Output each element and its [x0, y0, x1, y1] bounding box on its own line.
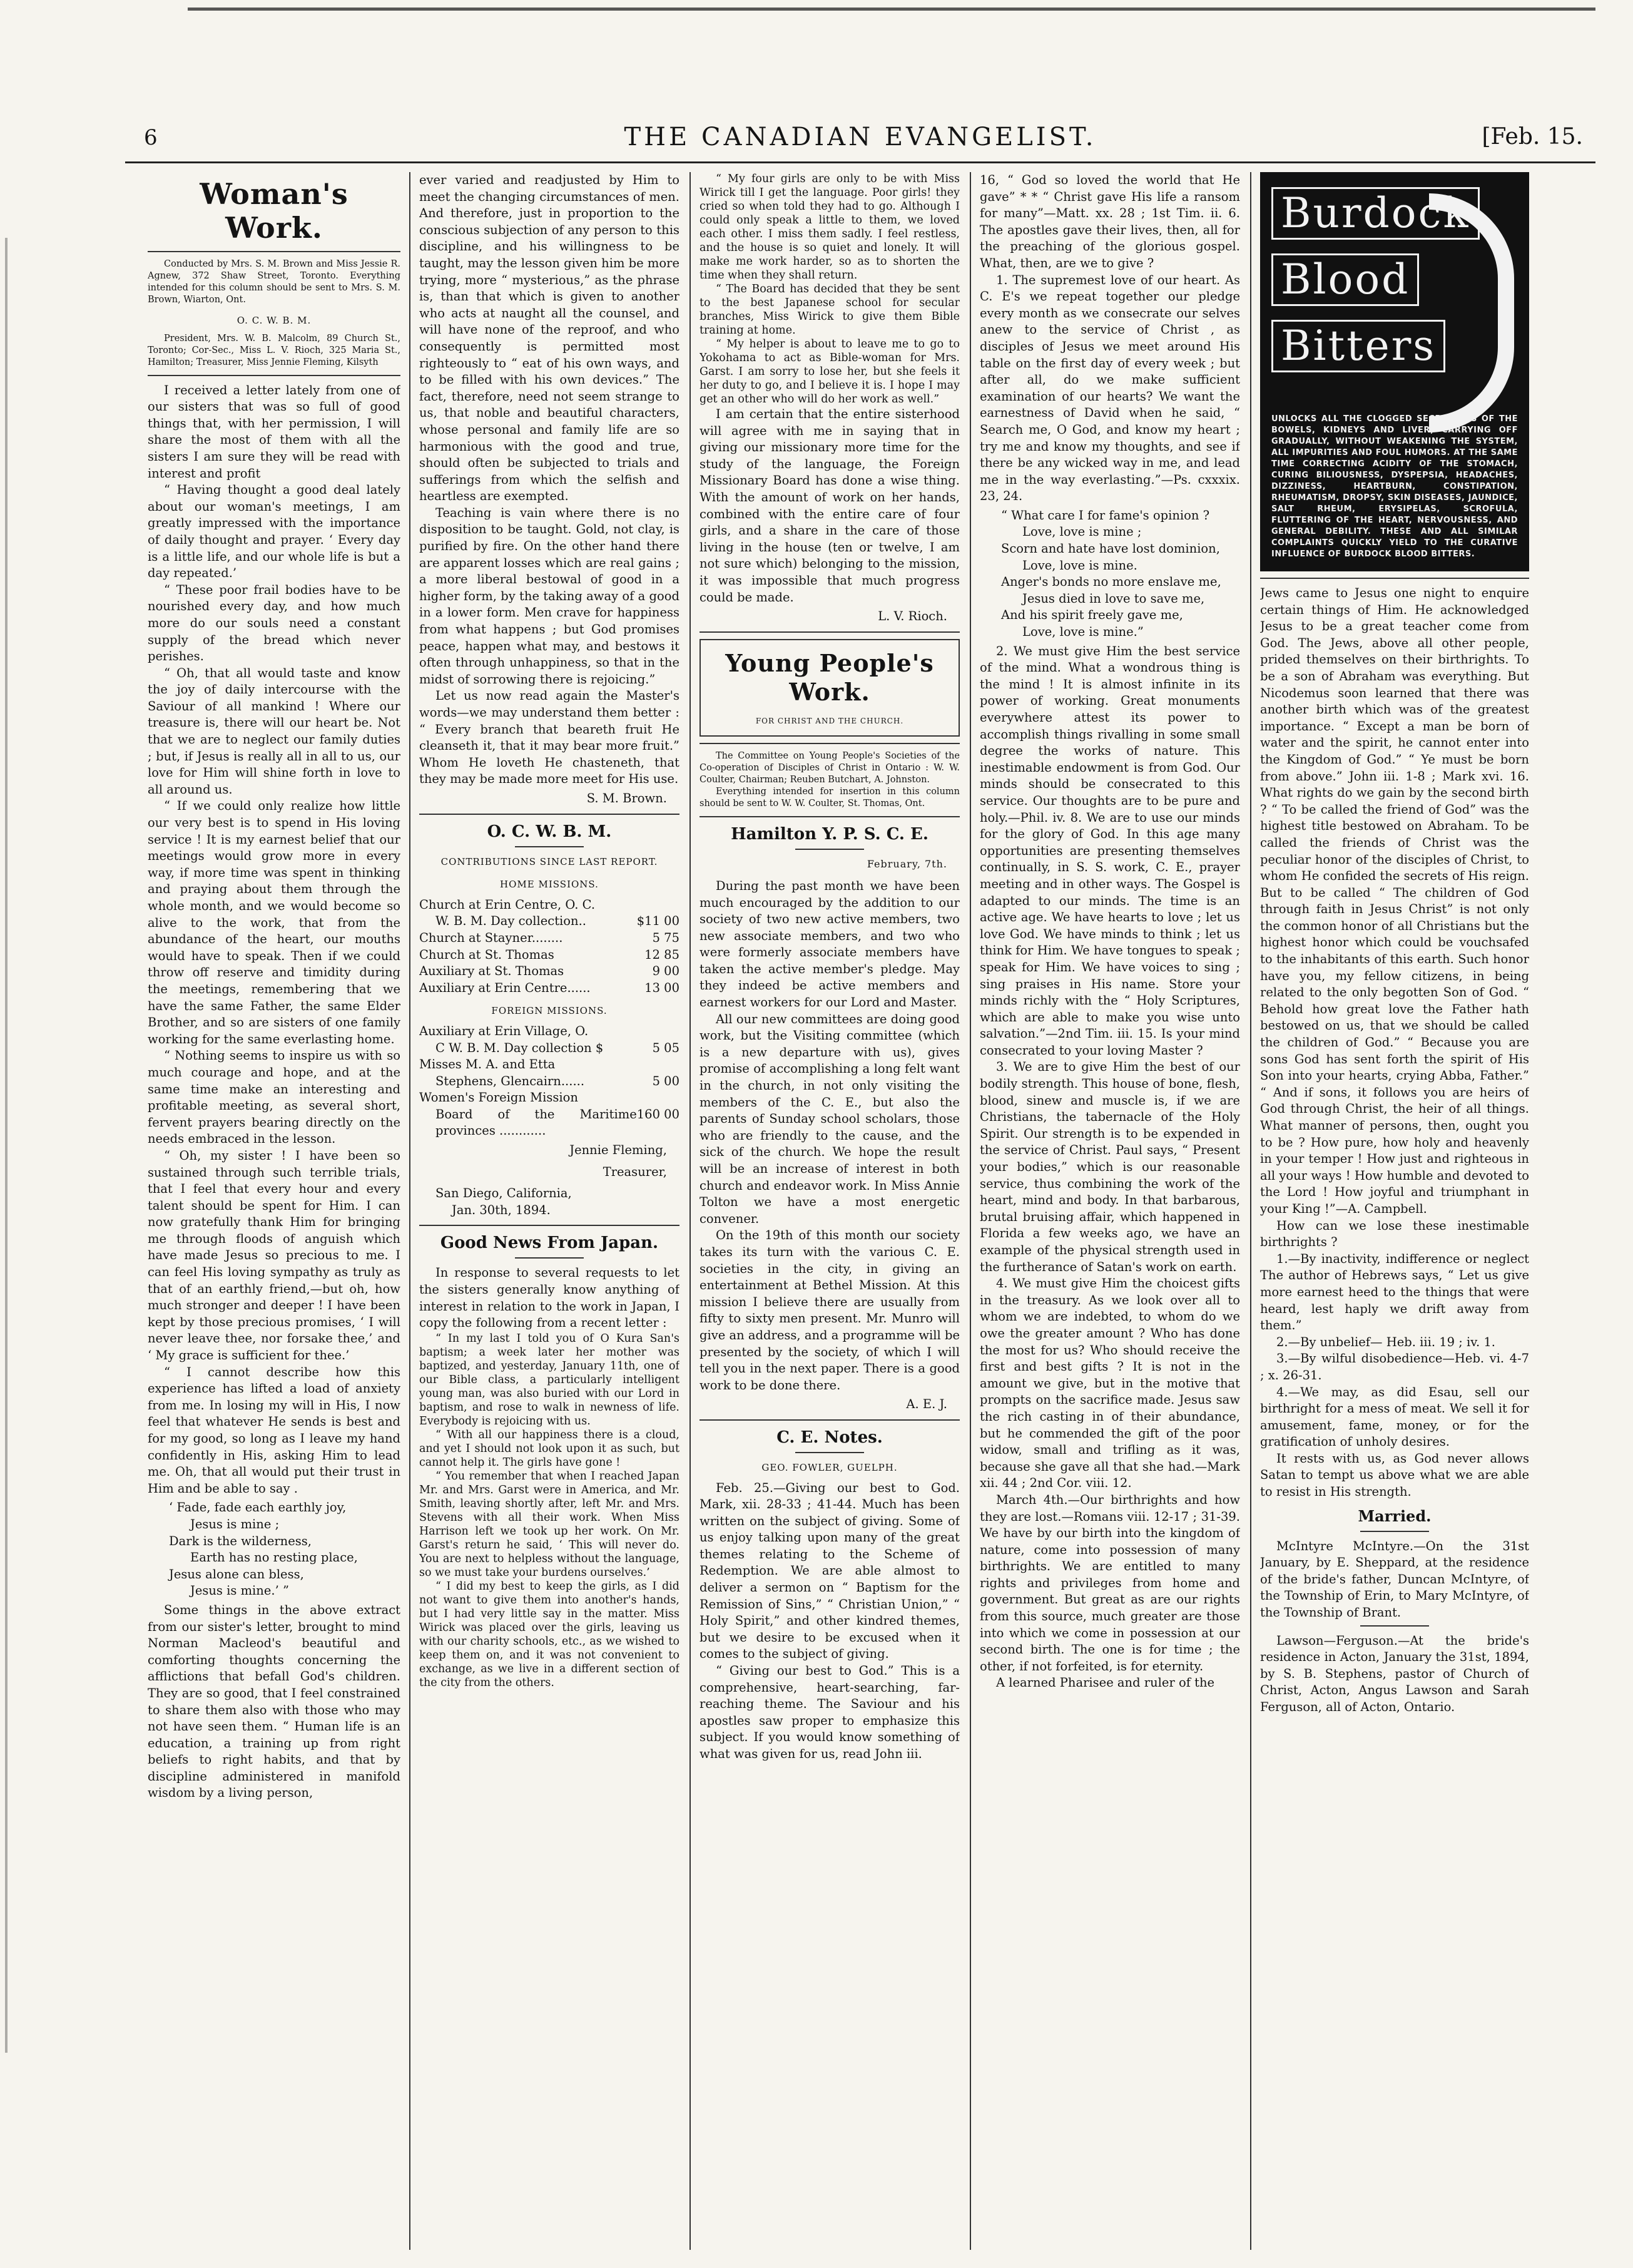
signature: S. M. Brown. — [586, 790, 667, 805]
big-letter-b-shape — [1429, 193, 1514, 432]
paragraph: ever varied and readjusted by Him to meet the changing circumstances of men. And therefore, just in proportion to the conscious subjection of any person to this discipline, and his willingness to be taught, may the lesson given him be more trying, more “ mysterious,” as the phrase is, than that which is given to another who acts at naught all the counsel, and will have none of the reproof, and who consequently is permitted most righteously to “ eat of his own ways, and to be filled with his own devices.” The fact, therefore, need not seem strange to us, that noble and beautiful characters, whose personal and family life are so harmonious with the good and true, should often be subjected to trials and sufferings from which the selfish and heartless are exempted. — [419, 173, 679, 504]
paragraph: “ Oh, that all would taste and know the joy of daily intercourse with the Saviour of all mankind ! Where our treasure is, there will our heart be. Not that we are to neglect our family duties ; but, if Jesus is really all in all to us, our love for Him will shine forth in love to all around us. — [148, 665, 400, 797]
divider — [419, 814, 679, 815]
page-number: 6 — [144, 125, 158, 150]
poem — [169, 1499, 400, 1600]
paragraph: All our new committees are doing good work, but the Visiting committee (which is a new departure with us), gives promise of accomplishing a long felt want in the church, in not only visiting the members of the C. E., but also the parents of Sunday school scholars, those who are friendly to the cause, and the sick of the church. We hope the result will be an increase of interest in both church and endeavor work. In Miss Annie Tolton we have a most energetic convener. — [699, 1011, 960, 1226]
column-rule-3 — [970, 172, 971, 2250]
ad-word-burdock: Burdock — [1271, 187, 1480, 240]
issue-date: [Feb. 15. — [1482, 124, 1583, 150]
contribution-row: Church at Erin Centre, O. C. — [419, 897, 596, 912]
section-heading-married: Married. — [1358, 1506, 1432, 1525]
paragraph: “ Having thought a good deal lately about our woman's meetings, I am greatly impressed with the importance of daily thought and prayer. ‘ Every day is a little life, and our whole life is but a day repeated.’ — [148, 483, 400, 581]
paragraph: “ These poor frail bodies have to be nourished every day, and how much more do our souls need a constant supply of the bread which never perishes. — [148, 582, 400, 664]
letter-paragraph: “ I did my best to keep the girls, as I did not want to give them into another's hands, but I had very little say in the matter. Miss Wirick was placed over the girls, leaving us with our charity schools, etc., as we wished to keep them on, and it was not convenient to exchange, as we live in a different section of the city from the others. — [419, 1580, 679, 1689]
section-heading-ce-notes: C. E. Notes. — [776, 1428, 883, 1447]
poem-line: Jesus is mine.’ ” — [190, 1583, 289, 1598]
contribution-row: Women's Foreign Mission — [419, 1090, 578, 1105]
paragraph: 3.—By wilful disobedience—Heb. vi. 4-7 ; x. 26-31. — [1260, 1351, 1529, 1382]
divider — [148, 375, 400, 376]
column-3 — [699, 172, 960, 2256]
paragraph: 4.—We may, as did Esau, sell our birthright for a mess of meat. We sell it for amusement, fame, money, or for the gratification of unholy desires. — [1260, 1384, 1529, 1449]
section-intro: Conducted by Mrs. S. M. Brown and Miss Jessie R. Agnew, 372 Shaw Street, Toronto. Everything intended for this column should be sent to Mrs. S. M. Brown, Wiarton, Ont. — [148, 259, 400, 305]
divider — [1260, 578, 1529, 579]
dateline: February, 7th. — [867, 858, 947, 871]
divider — [699, 816, 960, 817]
paragraph: 3. We are to give Him the best of our bodily strength. This house of bone, flesh, blood, sinew and muscle is, if we are Christians, the tabernacle of the Holy Spirit. Our strength is to be expended in the service of Christ. Paul says, “ Present your bodies,” which is our reasonable service, thus combining the work of the heart, mind and body. In that barbarous, brutal bruising affair, which happened in Florida a few weeks ago, we have an example of the physical strength used in the furtherance of Satan's work on earth. — [980, 1060, 1240, 1274]
short-divider — [515, 846, 584, 847]
letter-paragraph: “ The Board has decided that they be sent to the best Japanese school for secular branches, Miss Wirick to give them Bible training at home. — [699, 283, 960, 337]
divider — [699, 1419, 960, 1421]
poem-line: Jesus alone can bless, — [169, 1566, 304, 1581]
newspaper-title: THE CANADIAN EVANGELIST. — [624, 123, 1097, 151]
section-heading-young-peoples-work: Young People's Work. — [725, 648, 934, 706]
treasurer-signature: Jennie Fleming, — [569, 1143, 667, 1158]
poem-line: Jesus is mine ; — [190, 1516, 280, 1531]
divider — [148, 251, 400, 252]
column-5 — [1260, 172, 1529, 2256]
ad-word-blood: Blood — [1271, 253, 1419, 306]
short-divider — [795, 1452, 864, 1453]
home-missions-label: HOME MISSIONS. — [500, 879, 599, 891]
young-peoples-box — [699, 639, 960, 737]
paragraph: In response to several requests to let the sisters generally know anything of interest in relation to the work in Japan, I copy the following from a recent letter : — [419, 1265, 679, 1331]
section-heading-womans-work: Woman's Work. — [200, 177, 348, 245]
poem — [1001, 508, 1240, 641]
poem-line: Love, love is mine.” — [1022, 625, 1144, 640]
divider — [699, 631, 960, 633]
section-motto: FOR CHRIST AND THE CHURCH. — [755, 716, 904, 725]
short-divider — [1360, 1531, 1429, 1532]
burdock-blood-bitters-ad — [1260, 172, 1529, 571]
poem-line: “ What care I for fame's opinion ? — [1001, 508, 1210, 523]
paragraph: Teaching is vain where there is no disposition to be taught. Gold, not clay, is purified by fire. On the other hand there are apparent losses which are real gains ; a more liberal bestowal of good in a higher form, by the taking away of a good in a lower form. Men crave for happiness from what happens ; but God promises peace, happen what may, and bestows it often through unhappiness, so that in the midst of sorrowing there is rejoicing.” — [419, 505, 679, 687]
short-divider — [515, 1257, 584, 1259]
paragraph: 1.—By inactivity, indifference or neglect The author of Hebrews says, “ Let us give more earnest heed to the things that were heard, lest haply we drift away from them.” — [1260, 1251, 1529, 1333]
paragraph: Feb. 25.—Giving our best to God. Mark, xii. 28-33 ; 41-44. Much has been written on the subject of giving. Some of us enjoy talking upon many of the great themes relating to the Scheme of Redemption. We are able almost to deliver a sermon on “ Baptism for the Remission of Sins,” “ Christian Union,” “ Holy Spirit,” and other kindred themes, but we desire to be excused when it comes to the subject of giving. — [699, 1480, 960, 1662]
paragraph: “ Nothing seems to inspire us with so much courage and hope, and at the same time make an interesting and profitable meeting, as several short, fervent prayers bearing directly on the needs embraced in the lesson. — [148, 1048, 400, 1147]
signature: L. V. Rioch. — [878, 609, 947, 624]
paragraph: “ Oh, my sister ! I have been so sustained through such terrible trials, that I feel that every hour and every talent should be spent for Him. I can now gratefully thank Him for bringing me through floods of anguish which have made Jesus so precious to me. I can feel His loving sympathy as truly as that of an earthly friend,—but oh, how much stronger and deeper ! I have been kept by those precious promises, ‘ I will never leave thee, nor forsake thee,’ and ‘ My grace is sufficient for thee.’ — [148, 1148, 400, 1363]
column-rule-2 — [689, 172, 691, 2250]
paragraph: “ I cannot describe how this experience has lifted a load of anxiety from me. In losing my will in His, I now feel that whatever He sends is best and for my good, so long as I leave my hand confidently in His, asking Him to lead me. Oh, that all would put their trust in Him and be able to say . — [148, 1364, 400, 1496]
letter-paragraph: “ In my last I told you of O Kura San's baptism; a week later her mother was baptized, and yesterday, January 11th, one of our Bible class, a particularly intelligent young man, was also buried with our Lord in baptism, and rose to walk in newness of life. Everybody is rejoicing with us. — [419, 1332, 679, 1428]
ad-copy: UNLOCKS ALL THE CLOGGED SECRETIONS OF THE BOWELS, KIDNEYS AND LIVER, CARRYING OFF GRADUALLY, WITHOUT WEAKENING THE SYSTEM, ALL IMPURITIES AND FOUL HUMORS. AT THE SAME TIME CORRECTING ACIDITY OF THE STOMACH, CURING BILIOUSNESS, DYSPEPSIA, HEADACHES, DIZZINESS, HEARTBURN, CONSTIPATION, RHEUMATISM, DROPSY, SKIN DISEASES, JAUNDICE, SALT RHEUM, ERYSIPELAS, SCROFULA, FLUTTERING OF THE HEART, NERVOUSNESS, AND GENERAL DEBILITY. THESE AND ALL SIMILAR COMPLAINTS QUICKLY YIELD TO THE CURATIVE INFLUENCE OF BURDOCK BLOOD BITTERS. — [1271, 414, 1518, 559]
short-divider — [795, 849, 864, 850]
poem-line: And his spirit freely gave me, — [1001, 608, 1183, 623]
contribution-row: Church at Stayner........ 5 75 — [419, 930, 679, 945]
paragraph: 4. We must give Him the choicest gifts in the treasury. As we look over all to whom we are indebted, to whom do we owe the greater amount ? Who has done the most for us? Who should receive the first and best gifts ? It is not in the amount we give, but in the motive that prompts on the sacrifice made. Jesus saw the rich casting in of their abundance, but he commended the gift of the poor widow, small and trifling as it was, because she gave all that she had.—Mark xii. 44 ; 2nd Cor. viii. 12. — [980, 1276, 1240, 1491]
poem-line: Love, love is mine ; — [1022, 524, 1142, 539]
short-divider — [1360, 1625, 1429, 1627]
paragraph: Some things in the above extract from our sister's letter, brought to mind Norman Macleod's beautiful and comforting thoughts concerning the afflictions that befall God's children. They are so good, that I feel constrained to share them also with those who may not have seen them. “ Human life is an education, a training up from right beliefs to right habits, and that by discipline administered in manifold wisdom by a living person, — [148, 1602, 400, 1801]
paragraph: I am certain that the entire sisterhood will agree with me in saying that in giving our missionary more time for the study of the language, the Foreign Missionary Board has done a wise thing. With the amount of work on her hands, combined with the entire care of four girls, and a share in the care of those living in the house (ten or twelve, I am not sure which) belonging to the mission, it was impossible that much progress could be made. — [699, 407, 960, 605]
letter-paragraph: “ With all our happiness there is a cloud, and yet I should not look upon it as such, but cannot help it. The girls have gone ! — [419, 1428, 679, 1469]
poem-line: Love, love is mine. — [1022, 558, 1137, 573]
paragraph: 2.—By unbelief— Heb. iii. 19 ; iv. 1. — [1276, 1334, 1495, 1349]
column-rule-1 — [409, 172, 410, 2250]
place-date: Jan. 30th, 1894. — [452, 1202, 551, 1217]
committee-note: Everything intended for insertion in this column should be sent to W. W. Coulter, St. Thomas, Ont. — [699, 787, 960, 809]
paragraph: “ If we could only realize how little our very best is to spend in His loving service ! It is my earnest belief that our meetings would grow more in every way, if more time was spent in thinking and praying about them through the whole month, and we would become so alive to the work, that from the abundance of the heart, our mouths would have to speak. Then if we could throw off reserve and timidity during the meetings, remembering that we have the same Father, the same Elder Brother, and so are sisters of one family working for the same everlasting home. — [148, 799, 400, 1046]
contribution-row: Misses M. A. and Etta — [419, 1057, 556, 1072]
paragraph: It rests with us, as God never allows Satan to tempt us above what we are able to resist in His strength. — [1260, 1451, 1529, 1499]
section-heading-hamilton: Hamilton Y. P. S. C. E. — [731, 825, 928, 844]
paragraph: I received a letter lately from one of our sisters that was so full of good things that, with her permission, I will share the most of them with all the sisters I am sure they will be read with interest and profit — [148, 382, 400, 481]
paragraph: March 4th.—Our birthrights and how they are lost.—Romans viii. 12-17 ; 31-39. We have by our birth into the kingdom of nature, come into possession of many birthrights. We are entitled to many rights and privileges from home and government. But great as are our rights from this source, much greater are those into which we come in possession at our second birth. The one is for time ; the other, if not forfeited, is for eternity. — [980, 1492, 1240, 1673]
treasurer-title: Treasurer, — [603, 1164, 667, 1179]
paragraph: 16, “ God so loved the world that He gave” * * “ Christ gave His life a ransom for many”—Matt. xx. 28 ; 1st Tim. ii. 6. The apostles gave their lives, then, all for the preaching of the glorious gospel. What, then, are we to give ? — [980, 173, 1240, 270]
contribution-row: Board of the Maritime provinces ............ 160 00 — [435, 1106, 679, 1138]
poem-line: Jesus died in love to save me, — [1022, 591, 1205, 606]
contribution-row: C W. B. M. Day collection $ 5 05 — [435, 1040, 679, 1055]
place-line: San Diego, California, — [435, 1186, 572, 1201]
paragraph: “ Giving our best to God.” This is a comprehensive, heart-searching, far-reaching theme. The Saviour and his apostles saw proper to emphasize this subject. If you would know something of what was given for us, read John iii. — [699, 1663, 960, 1761]
paragraph: 1. The supremest love of our heart. As C. E's we repeat together our pledge every month as we consecrate our selves anew to the service of Christ , as disciples of Jesus we meet around His table on the first day of every week ; but after all, do we make sufficient examination of our hearts? We want the earnestness of David when he said, “ Search me, O God, and know my heart ; try me and know my thoughts, and see if there be any wicked way in me, and lead me in the way everlasting.”—Ps. cxxxix. 23, 24. — [980, 272, 1240, 504]
contribution-row: W. B. M. Day collection.. $11 00 — [435, 914, 679, 929]
contribution-row: Church at St. Thomas 12 85 — [419, 947, 679, 962]
foreign-missions-label: FOREIGN MISSIONS. — [491, 1005, 608, 1017]
letter-paragraph: “ My helper is about to leave me to go to Yokohama to act as Bible-woman for Mrs. Garst. I am sorry to lose her, but she feels it her duty to go, and I believe it is. I hope I may get an other who will do her work as well.” — [699, 338, 960, 406]
contribution-row: Auxiliary at Erin Centre...... 13 00 — [419, 980, 679, 995]
poem-line: Dark is the wilderness, — [169, 1533, 312, 1548]
paragraph: A learned Pharisee and ruler of the — [996, 1675, 1215, 1690]
signature: A. E. J. — [906, 1397, 947, 1412]
poem-line: Earth has no resting place, — [190, 1550, 358, 1565]
scan-edge-top — [188, 8, 1595, 11]
scan-edge-left — [5, 238, 8, 2053]
paragraph: Jews came to Jesus one night to enquire certain things of Him. He acknowledged Jesus to be a great teacher come from God. The Jews, above all other people, prided themselves on their birthrights. To be a son of Abraham was everything. But Nicodemus soon learned that there was another birth which was of the greatest importance. “ Except a man be born of water and the spirit, he cannot enter into the Kingdom of God.” “ Ye must be born from above.” John iii. 1-8 ; Mark xvi. 16. What rights do we gain by the second birth ? “ To be called the friend of God” was the highest title bestowed on Abraham. To be called the friends of Christ was the peculiar honor of the disciples of Christ, to whom He confided the secrets of His reign. But to be called “ The children of God through faith in Jesus Christ” is not only the common honor of all Christians but the highest honor which could be vouchsafed to the inhabitants of this earth. Such honor have you, my fellow citizens, in being related to the only begotten Son of God. “ Behold how great love the Father hath bestowed on us, that we should be called the children of God.” “ Because you are sons God has sent forth the spirit of His Son into your hearts, crying Abba, Father.” “ And if sons, it follows you are heirs of God through Christ, the heir of all things. What manner of persons, then, ought you to be ? How pure, how holy and heavenly in your temper ! How just and righteous in all your ways ! How humble and devoted to the Lord ! How joyful and triumphant in your King !”—A. Campbell. — [1260, 586, 1529, 1216]
column-2 — [419, 172, 679, 2256]
divider — [699, 743, 960, 744]
contribution-row: Stephens, Glencairn...... 5 00 — [435, 1073, 679, 1088]
poem-line: Anger's bonds no more enslave me, — [1001, 575, 1221, 590]
column-1 — [148, 172, 400, 2256]
section-heading-japan: Good News From Japan. — [440, 1234, 659, 1253]
ce-notes-author: GEO. FOWLER, GUELPH. — [761, 1461, 898, 1473]
officers: President, Mrs. W. B. Malcolm, 89 Church St., Toronto; Cor-Sec., Miss L. V. Rioch, 325 Maria St., Hamilton; Treasurer, Miss Jennie Fleming, Kilsyth — [148, 333, 400, 367]
paragraph: Let us now read again the Master's words—we may understand them better : “ Every branch that beareth fruit He cleanseth it, that it may bear more fruit.” Whom He loveth He chasteneth, that they may be made more meet for His use. — [419, 688, 679, 787]
paragraph: How can we lose these inestimable birthrights ? — [1260, 1218, 1529, 1250]
letter-paragraph: “ You remember that when I reached Japan Mr. and Mrs. Garst were in America, and Mr. Smith, leaving shortly after, left Mr. and Mrs. Stevens with all their work. When Miss Harrison left we took up her work. On Mr. Garst's return he said, ‘ This will never do. You are next to helpless without the language, so we must take your burdens ourselves.’ — [419, 1469, 679, 1579]
paragraph: On the 19th of this month our society takes its turn with the various C. E. societies in the city, in giving an entertainment at Bethel Mission. At this mission I believe there are usually from fifty to sixty men present. Mr. Munro will give an address, and a programme will be presented by the society, of which I will tell you in the next paper. There is a good work to be done there. — [699, 1228, 960, 1392]
masthead — [125, 118, 1595, 163]
committee-note: The Committee on Young People's Societies of the Co-operation of Disciples of Christ in Ontario : W. W. Coulter, Chairman; Reuben Butchart, A. Johnston. — [699, 751, 960, 785]
section-heading-ocwbm: O. C. W. B. M. — [487, 822, 612, 841]
ad-word-bitters: Bitters — [1271, 320, 1445, 372]
contribution-row: Auxiliary at St. Thomas 9 00 — [419, 964, 679, 979]
letter-paragraph: “ My four girls are only to be with Miss Wirick till I get the language. Poor girls! they cried so when told they had to go. Although I could only speak a little to them, we loved each other. I miss them sadly. I feel restless, and the house is so quiet and lonely. It will make me work harder, so as to shorten the time when they shall return. — [699, 173, 960, 282]
contribution-row: Auxiliary at Erin Village, O. — [419, 1023, 589, 1038]
column-rule-4 — [1250, 172, 1251, 2250]
marriage-notice: Lawson—Ferguson.—At the bride's residence in Acton, January the 31st, 1894, by S. B. Stephens, pastor of Church of Christ, Acton, Angus Lawson and Sarah Ferguson, all of Acton, Ontario. — [1260, 1633, 1529, 1714]
paragraph: During the past month we have been much encouraged by the addition to our society of two new active members, two new associate members, and two who were formerly associate members have taken the active member's pledge. May they indeed be active members and earnest workers for our Lord and Master. — [699, 878, 960, 1010]
poem-line: Scorn and hate have lost dominion, — [1001, 541, 1220, 556]
divider — [419, 1225, 679, 1226]
poem-line: ‘ Fade, fade each earthly joy, — [169, 1500, 347, 1515]
paragraph: 2. We must give Him the best service of the mind. What a wondrous thing is the mind ! It is almost infinite in its power of working. Great monuments everywhere attest its power to accomplish things rivalling in some small degree the works of nature. This inestimable endowment is from God. Our minds should be consecrated to this service. Our thoughts are to be pure and holy.—Phil. iv. 8. We are to use our minds for the glory of God. In this age many opportunities are presenting themselves continually, in S. S. work, C. E., prayer meeting and in other ways. The Gospel is adapted to our minds. The time is an active age. We have hearts to love ; let us love God. We have minds to think ; let us think for Him. We have tongues to speak ; speak for Him. We have voices to sing ; sing praises in His name. Store your minds richly with the “ Holy Scriptures, which are able to make you wise unto salvation.”—2nd Tim. iii. 15. Is your mind consecrated to your loving Master ? — [980, 643, 1240, 1058]
org-name: O. C. W. B. M. — [237, 315, 312, 326]
marriage-notice: McIntyre McIntyre.—On the 31st January, by E. Sheppard, at the residence of the bride's father, Duncan McIntyre, of the Township of Erin, to Mary McIntyre, of the Township of Brant. — [1260, 1538, 1529, 1620]
ad-logo — [1271, 182, 1518, 414]
column-4 — [980, 172, 1240, 2256]
contributions-subheading: CONTRIBUTIONS SINCE LAST REPORT. — [440, 856, 658, 867]
